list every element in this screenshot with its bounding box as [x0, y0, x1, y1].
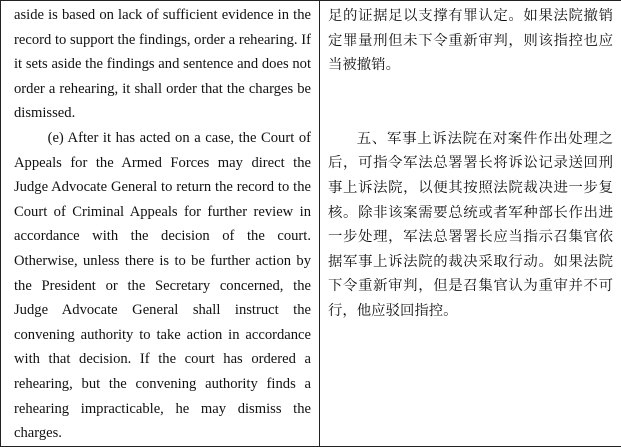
- chinese-text: [320, 1, 621, 324]
- chinese-paragraph-2: 五、军事上诉法院在对案件作出处理之后，可指令军法总署署长将诉讼记录送回刑事上诉法院，以便其按照法院裁决进一步复核。除非该案需要总统或者军种部长作出进一步处理，军法总署署长应当指示召集官依据军事上诉法院的裁决采取行动。如果法院下令重新审判，但是召集官认为重审并不可行，他应驳回指控。: [328, 127, 613, 324]
- english-paragraph-1: aside is based on lack of sufficient evidence in the record to support the findings, order a rehearing. If it sets aside the findings and sentence and does not order a rehearing, it shall order that the charges be dismissed.: [14, 3, 311, 126]
- english-paragraph-2: (e) After it has acted on a case, the Court of Appeals for the Armed Forces may direct the Judge Advocate General to return the record to the Court of Criminal Appeals for further review in accordance with the decision of the court. Otherwise, unless there is to be further action by the President or the Secretary concerned, the Judge Advocate General shall instruct the convening authority to take action in accordance with that decision. If the court has ordered a rehearing, but the convening authority finds a rehearing impracticable, he may dismiss the charges.: [14, 126, 311, 446]
- chinese-column: [320, 1, 621, 447]
- english-column: [1, 1, 320, 447]
- english-text: [1, 1, 319, 446]
- chinese-paragraph-1: 足的证据足以支撑有罪认定。如果法院撤销定罪量刑但未下令重新审判，则该指控也应当被撤销。: [328, 4, 613, 78]
- table-row: [1, 1, 621, 447]
- paragraph-gap: [328, 78, 613, 127]
